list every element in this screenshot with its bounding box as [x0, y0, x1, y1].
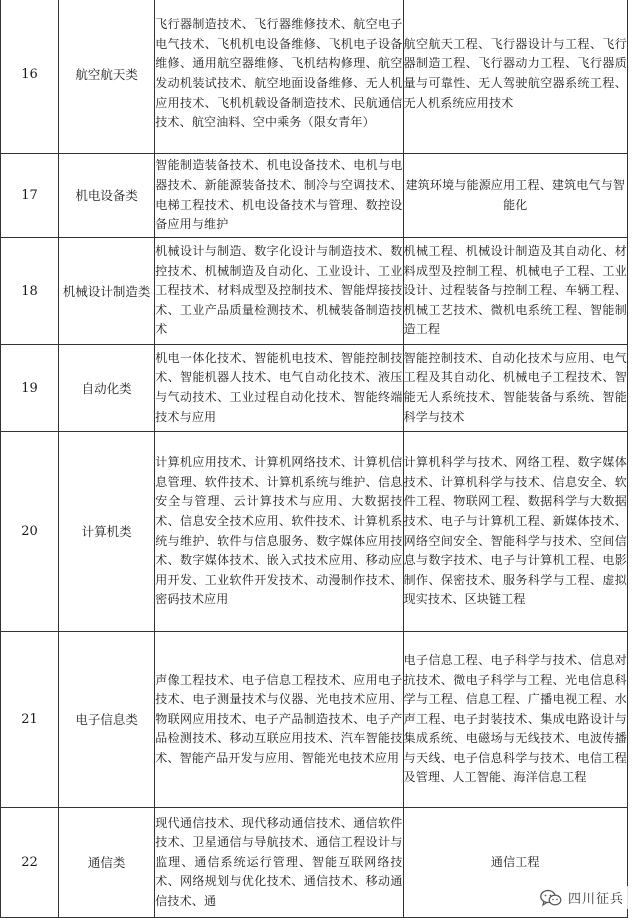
vocational-majors-cell: 机械设计与制造、数字化设计与制造技术、数控技术、机械制造及自动化、工业设计、工业工程技术、材料成型及控制技术、智能焊接技术、工业产品质量检测技术、机械装备制造技术: [155, 238, 403, 345]
category-cell: 机械设计制造类: [59, 238, 155, 345]
vocational-majors-cell: 智能制造装备技术、机电设备技术、电机与电器技术、新能源装备技术、制冷与空调技术、电梯工程技术、机电设备技术与管理、数控设备应用与维护: [155, 154, 403, 238]
row-number: 16: [1, 0, 59, 154]
undergraduate-majors-cell: 建筑环境与能源应用工程、建筑电气与智能化: [403, 154, 627, 238]
undergraduate-majors-cell: 智能控制技术、自动化技术与应用、电气工程及其自动化、机械电子工程技术、智能无人系统技术、智能装备与系统、智能科学与技术: [403, 345, 627, 432]
row-number: 21: [1, 632, 59, 808]
category-cell: 航空航天类: [59, 0, 155, 154]
category-cell: 机电设备类: [59, 154, 155, 238]
vocational-majors-cell: 现代通信技术、现代移动通信技术、通信软件技术、卫星通信与导航技术、通信工程设计与监理、通信系统运行管理、智能互联网络技术、网络规划与优化技术、通信技术、移动通信技术、通: [155, 808, 403, 918]
category-cell: 电子信息类: [59, 632, 155, 808]
watermark: [536, 886, 628, 909]
undergraduate-majors-cell: 通信工程: [403, 808, 627, 918]
vocational-majors-cell: 计算机应用技术、计算机网络技术、计算机信息管理、软件技术、计算机系统与维护、信息安全与管理、云计算技术与应用、大数据技术、信息安全技术应用、软件技术、计算机系统与维护、软件与信息服务、数字媒体应用技术、数字媒体技术、嵌入式技术应用、移动应用开发、工业软件开发技术、动漫制作技术、密码技术应用: [155, 432, 403, 632]
row-number: 17: [1, 154, 59, 238]
vocational-majors-cell: 飞行器制造技术、飞行器维修技术、航空电子电气技术、飞机机电设备维修、飞机电子设备维修、通用航空器维修、飞机结构修理、航空发动机装试技术、航空地面设备维修、无人机应用技术、飞机机载设备制造技术、民航通信技术、航空油料、空中乘务（限女青年）: [155, 0, 403, 154]
vocational-majors-cell: 机电一体化技术、智能机电技术、智能控制技术、智能机器人技术、电气自动化技术、液压与气动技术、工业过程自动化技术、智能终端技术与应用: [155, 345, 403, 432]
category-cell: 自动化类: [59, 345, 155, 432]
table-row: [1, 808, 628, 918]
table-row: [1, 238, 628, 345]
watermark-label: 四川征兵: [567, 892, 624, 907]
wechat-icon: [540, 889, 562, 907]
category-cell: 通信类: [59, 808, 155, 918]
row-number: 18: [1, 238, 59, 345]
table-row: [1, 432, 628, 632]
table-row: [1, 154, 628, 238]
table-row: [1, 632, 628, 808]
undergraduate-majors-cell: 航空航天工程、飞行器设计与工程、飞行器制造工程、飞行器动力工程、飞行器质量与可靠性、无人驾驶航空器系统工程、无人机系统应用技术: [403, 0, 627, 154]
row-number: 19: [1, 345, 59, 432]
undergraduate-majors-cell: 计算机科学与技术、网络工程、数字媒体技术、计算机科学与技术、信息安全、软件工程、物联网工程、数据科学与大数据技术、电子与计算机工程、新媒体技术、网络空间安全、智能科学与技术、空间信息与数字技术、电子与计算机工程、电影制作、保密技术、服务科学与工程、虚拟现实技术、区块链工程: [403, 432, 627, 632]
undergraduate-majors-cell: 机械工程、机械设计制造及其自动化、材料成型及控制工程、机械电子工程、工业设计、过程装备与控制工程、车辆工程、机械工艺技术、微机电系统工程、智能制造工程: [403, 238, 627, 345]
row-number: 22: [1, 808, 59, 918]
table-row: [1, 0, 628, 154]
row-number: 20: [1, 432, 59, 632]
undergraduate-majors-cell: 电子信息工程、电子科学与技术、信息对抗技术、微电子科学与工程、光电信息科学与工程、信息工程、广播电视工程、水声工程、电子封装技术、集成电路设计与集成系统、电磁场与无线技术、电波传播与天线、电子信息科学与技术、电信工程及管理、人工智能、海洋信息工程: [403, 632, 627, 808]
table-row: [1, 345, 628, 432]
category-cell: 计算机类: [59, 432, 155, 632]
vocational-majors-cell: 声像工程技术、电子信息工程技术、应用电子技术、电子测量技术与仪器、光电技术应用、物联网应用技术、电子产品制造技术、电子产品检测技术、移动互联应用技术、汽车智能技术、智能产品开发与应用、智能光电技术应用: [155, 632, 403, 808]
